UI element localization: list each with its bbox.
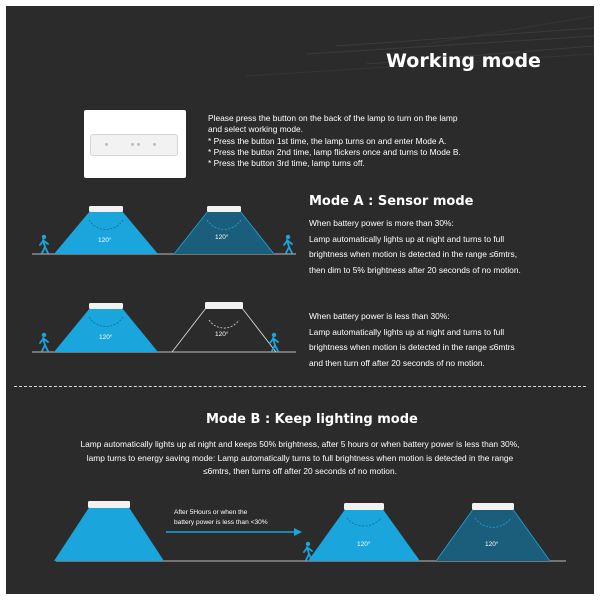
mode-a-low-battery-scene — [32, 302, 296, 352]
lamp-icon — [88, 501, 130, 508]
text-line: Lamp automatically lights up at night and keeps 50% brightness, after 5 hours or when battery power is less than 30%, — [80, 439, 520, 449]
person-icon — [40, 235, 48, 253]
lamp-icon — [89, 303, 123, 309]
intro-line: and select working mode. — [208, 124, 303, 135]
lamp-icon — [89, 206, 123, 212]
text-line: Lamp automatically lights up at night and turns to full — [309, 233, 505, 244]
mode-a-bright-scene — [32, 206, 296, 254]
text-line: brightness when motion is detected in the range ≤6mtrs — [309, 342, 515, 352]
text-line: lamp turns to energy saving mode: Lamp automatically turns to full brightness when motion is detected in the range — [86, 452, 514, 463]
lamp-icon — [472, 503, 514, 510]
light-cone — [54, 211, 158, 254]
person-icon — [270, 333, 278, 351]
angle-label: 120° — [215, 331, 229, 338]
cone-outline — [172, 308, 276, 352]
intro-line: * Press the button 3rd time, lamp turns off. — [208, 158, 365, 169]
intro-line: * Press the button 2nd time, lamp flickers once and turns to Mode B. — [208, 146, 461, 157]
text-line: After 5Hours or when the — [174, 509, 248, 516]
mode-a-title: Mode A : Sensor mode — [309, 194, 474, 209]
person-icon — [284, 235, 292, 253]
angle-label: 120° — [98, 237, 112, 244]
lamp-icon — [207, 206, 241, 212]
light-cone — [54, 506, 164, 561]
text-line: ≤6mtrs, then turns off after 20 seconds of no motion. — [203, 466, 397, 476]
light-cone — [54, 308, 158, 352]
illustrations — [6, 6, 594, 594]
text-line: When battery power is less than 30%: — [309, 311, 450, 321]
angle-label: 120° — [357, 541, 371, 548]
mode-b-title: Mode B : Keep lighting mode — [206, 412, 418, 427]
text-line: Lamp automatically lights up at night and turns to full — [309, 326, 505, 337]
working-mode-panel — [6, 6, 594, 594]
light-cone — [308, 508, 420, 561]
text-line: and then turn off after 20 seconds of no motion. — [309, 357, 485, 368]
angle-label: 120° — [215, 234, 229, 241]
lamp-icon — [344, 503, 384, 510]
intro-line: Please press the button on the back of the lamp to turn on the lamp — [208, 113, 458, 123]
text-line: brightness when motion is detected in the range ≤6mtrs, — [309, 249, 518, 259]
text-line: battery power is less than <30% — [174, 518, 268, 526]
lamp-icon — [205, 302, 243, 309]
angle-label: 120° — [485, 541, 499, 548]
mode-b-scene — [54, 501, 566, 561]
text-line: then dim to 5% brightness after 20 seconds of no motion. — [309, 264, 521, 275]
person-icon — [40, 333, 48, 351]
light-cone-dim — [174, 211, 274, 254]
intro-line: * Press the button 1st time, the lamp turns on and enter Mode A. — [208, 135, 447, 146]
page-title: Working mode — [386, 50, 541, 72]
angle-label: 120° — [99, 334, 113, 341]
light-cone-dim — [436, 508, 550, 561]
text-line: When battery power is more than 30%: — [309, 218, 454, 228]
